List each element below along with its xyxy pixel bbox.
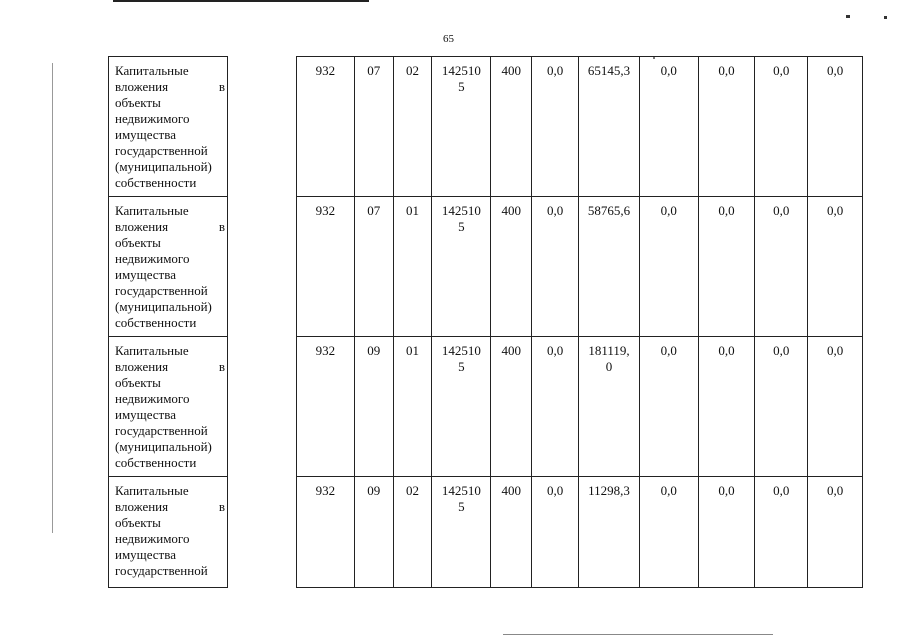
- expense-type-cell: 400: [491, 337, 532, 477]
- value-cell: 0,0: [532, 57, 579, 197]
- value-cell: 0,0: [808, 477, 863, 588]
- row-name-cell: [109, 337, 228, 477]
- section-code-cell: 07: [354, 197, 393, 337]
- subsection-code-cell: 01: [393, 197, 432, 337]
- margin-line: [52, 63, 53, 533]
- value-cell: 0,0: [698, 477, 755, 588]
- page-number: 65: [443, 33, 454, 45]
- amount-cell: 65145,3: [579, 57, 640, 197]
- value-cell: 0,0: [532, 477, 579, 588]
- scan-mark: [846, 15, 850, 18]
- top-rule: [113, 0, 369, 2]
- value-cell: 0,0: [639, 337, 698, 477]
- table-row: [297, 197, 863, 337]
- section-code-cell: 09: [354, 337, 393, 477]
- value-cell: 0,0: [639, 57, 698, 197]
- row-name-cell: [109, 477, 228, 588]
- value-cell: 0,0: [698, 337, 755, 477]
- scan-mark: [884, 16, 887, 19]
- amount-cell: 181119, 0: [579, 337, 640, 477]
- table-row: [297, 337, 863, 477]
- value-cell: 0,0: [532, 197, 579, 337]
- value-cell: 0,0: [698, 57, 755, 197]
- ministry-code-cell: 932: [297, 57, 355, 197]
- budget-data-table: [296, 56, 863, 588]
- subsection-code-cell: 02: [393, 57, 432, 197]
- table-row: [109, 337, 228, 477]
- table-row: [297, 477, 863, 588]
- table-row: [297, 57, 863, 197]
- section-code-cell: 09: [354, 477, 393, 588]
- row-name-text: Капитальные вложения в объекты недвижимого имущества государственной: [115, 483, 225, 578]
- table-row: [109, 197, 228, 337]
- row-name-text: Капитальные вложения в объекты недвижимого имущества государственной (муниципальной) собственности: [115, 63, 225, 190]
- expense-type-cell: 400: [491, 197, 532, 337]
- value-cell: 0,0: [808, 197, 863, 337]
- subsection-code-cell: 02: [393, 477, 432, 588]
- value-cell: 0,0: [755, 57, 808, 197]
- value-cell: 0,0: [532, 337, 579, 477]
- row-name-text: Капитальные вложения в объекты недвижимого имущества государственной (муниципальной) собственности: [115, 343, 225, 470]
- target-article-cell: 142510 5: [432, 337, 491, 477]
- target-article-cell: 142510 5: [432, 477, 491, 588]
- value-cell: 0,0: [808, 57, 863, 197]
- section-code-cell: 07: [354, 57, 393, 197]
- ministry-code-cell: 932: [297, 337, 355, 477]
- row-name-cell: [109, 57, 228, 197]
- subsection-code-cell: 01: [393, 337, 432, 477]
- table-row: [109, 57, 228, 197]
- value-cell: 0,0: [639, 477, 698, 588]
- value-cell: 0,0: [639, 197, 698, 337]
- table-row: [109, 477, 228, 588]
- target-article-cell: 142510 5: [432, 57, 491, 197]
- value-cell: 0,0: [808, 337, 863, 477]
- amount-cell: 58765,6: [579, 197, 640, 337]
- target-article-cell: 142510 5: [432, 197, 491, 337]
- value-cell: 0,0: [698, 197, 755, 337]
- ministry-code-cell: 932: [297, 197, 355, 337]
- value-cell: 0,0: [755, 197, 808, 337]
- row-name-text: Капитальные вложения в объекты недвижимого имущества государственной (муниципальной) собственности: [115, 203, 225, 330]
- expense-type-cell: 400: [491, 57, 532, 197]
- name-column-table: [108, 56, 228, 588]
- row-name-cell: [109, 197, 228, 337]
- bottom-rule: [503, 634, 773, 635]
- amount-cell: 11298,3: [579, 477, 640, 588]
- value-cell: 0,0: [755, 477, 808, 588]
- expense-type-cell: 400: [491, 477, 532, 588]
- ministry-code-cell: 932: [297, 477, 355, 588]
- value-cell: 0,0: [755, 337, 808, 477]
